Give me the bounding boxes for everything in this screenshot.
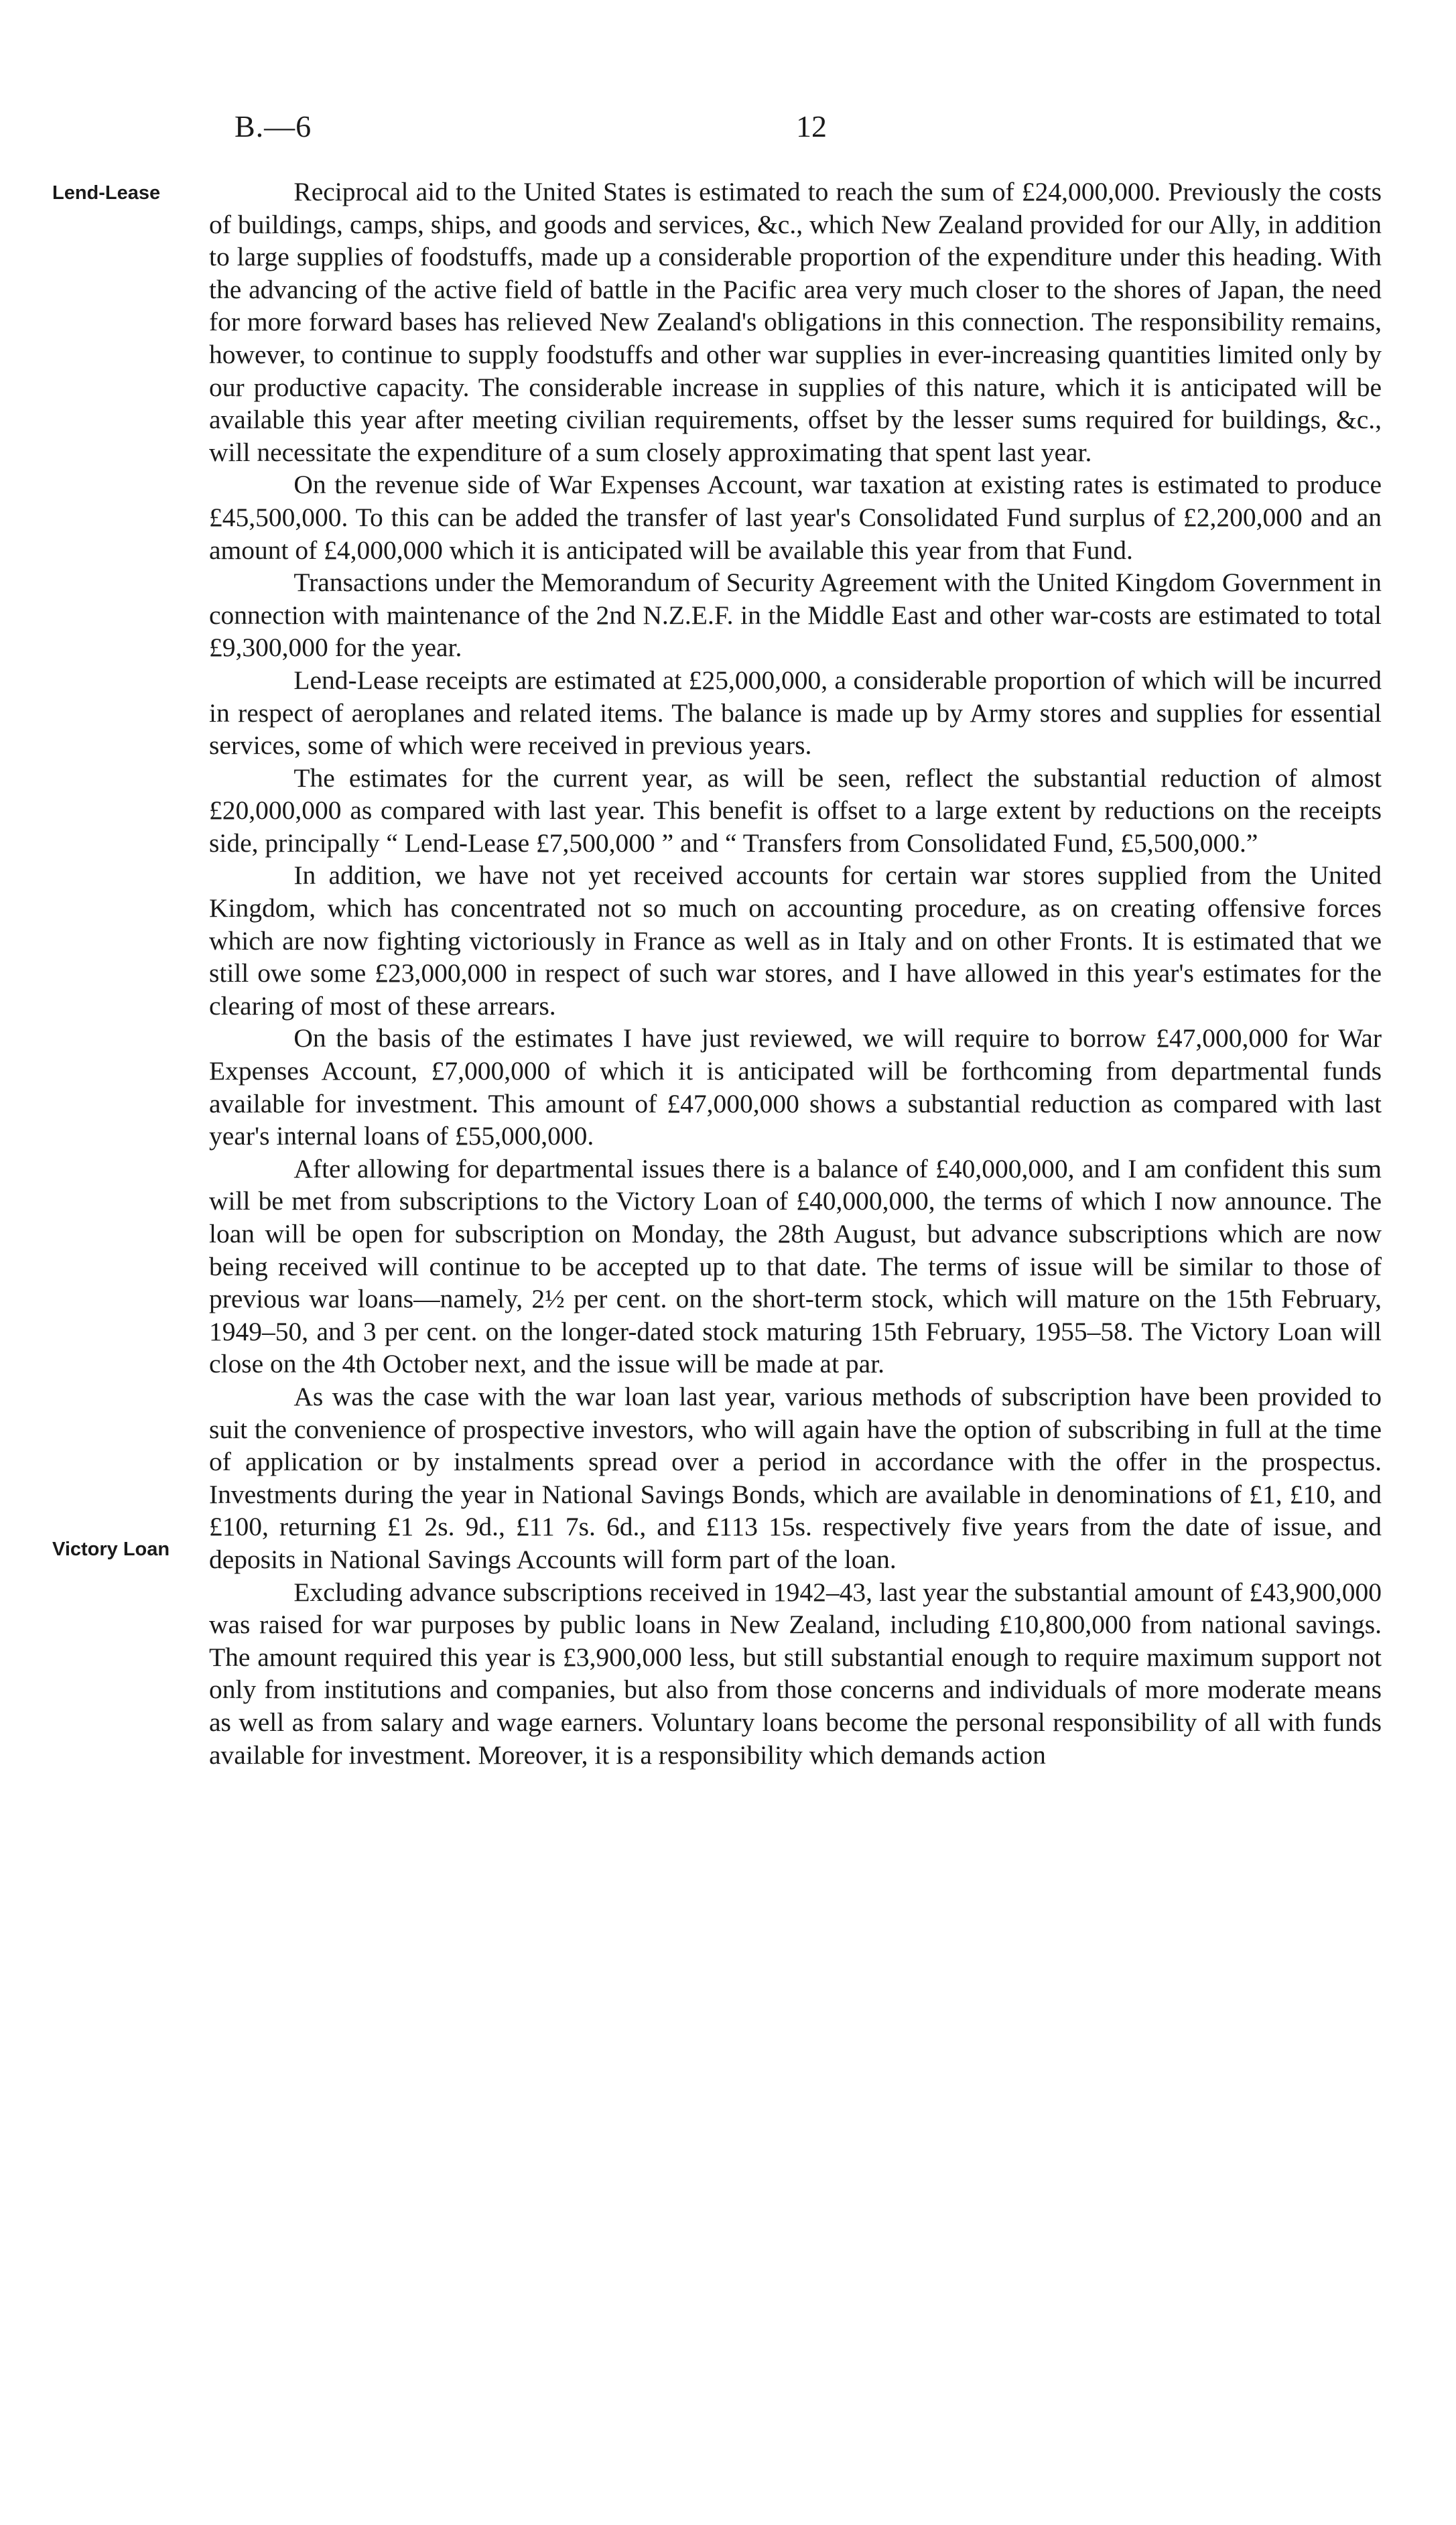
paragraph-revenue: On the revenue side of War Expenses Account, war taxation at existing rates is estimated to produce £45,500,000. To this can be added the transfer of last year's Consolidated Fund surplus of £2,200,000 and an amount of £4,000,000 which it is anticipated will be available this year from that Fund. — [209, 470, 1382, 565]
body-text — [209, 176, 1382, 1771]
paragraph-security-agreement: Transactions under the Memorandum of Security Agreement with the United Kingdom Government in connection with maintenance of the 2nd N.Z.E.F. in the Middle East and other war-costs are estimated to total £9,300,000 for the year. — [209, 568, 1382, 663]
paragraph-subscription-methods: As was the case with the war loan last year, various methods of subscription have been provided to suit the convenience of prospective investors, who will again have the option of subscribing in full at the time of application or by instalments spread over a period in accordance with the offer in the prospectus. Investments during the year in National Savings Bonds, which are available in denominations of £1, £10, and £100, returning £1 2s. 9d., £11 7s. 6d., and £113 15s. respectively five years from the date of issue, and deposits in National Savings Accounts will form part of the loan. — [209, 1381, 1382, 1574]
margin-note-victory-loan: Victory Loan — [52, 1539, 170, 1560]
paragraph-estimates-reduction: The estimates for the current year, as will be seen, reflect the substantial reduction of almost £20,000,000 as compared with last year. This benefit is offset to a large extent by reductions on the receipts side, principally “ Lend-Lease £7,500,000 ” and “ Transfers from Consolidated Fund, £5,500,000.” — [209, 763, 1382, 858]
paragraph-lend-lease-receipts: Lend-Lease receipts are estimated at £25,000,000, a considerable proportion of which will be incurred in respect of aeroplanes and related items. The balance is made up by Army stores and supplies for essential services, some of which were received in previous years. — [209, 665, 1382, 761]
margin-note-lend-lease: Lend-Lease — [52, 182, 161, 204]
paragraph-reciprocal-aid: Reciprocal aid to the United States is estimated to reach the sum of £24,000,000. Previously the costs of buildings, camps, ships, and goods and services, &c., which New Zealand provided for our Ally, in addition to large supplies of foodstuffs, made up a considerable proportion of the expenditure under this heading. With the advancing of the active field of battle in the Pacific area very much closer to the shores of Japan, the need for more forward bases has relieved New Zealand's obligations in this connection. The responsibility remains, however, to continue to supply foodstuffs and other war supplies in ever-increasing quantities limited only by our productive capacity. The considerable increase in supplies of this nature, which it is anticipated will be available this year after meeting civilian requirements, offset by the lesser sums required for buildings, &c., will necessitate the expenditure of a sum closely approximating that spent last year. — [209, 177, 1382, 467]
paragraph-war-stores-arrears: In addition, we have not yet received accounts for certain war stores supplied from the United Kingdom, which has concentrated not so much on accounting procedure, as on creating offensive forces which are now fighting victoriously in France as well as in Italy and on other Fronts. It is estimated that we still owe some £23,000,000 in respect of such war stores, and I have allowed in this year's estimates for the clearing of most of these arrears. — [209, 860, 1382, 1021]
paragraph-victory-loan-terms: After allowing for departmental issues there is a balance of £40,000,000, and I am confident this sum will be met from subscriptions to the Victory Loan of £40,000,000, the terms of which I now announce. The loan will be open for subscription on Monday, the 28th August, but advance subscriptions which are now being received will continue to be accepted up to that date. The terms of issue will be similar to those of previous war loans—namely, 2½ per cent. on the short-term stock, which will mature on the 15th February, 1949–50, and 3 per cent. on the longer-dated stock maturing 15th February, 1955–58. The Victory Loan will close on the 4th October next, and the issue will be made at par. — [209, 1153, 1382, 1379]
section-code: B.—6 — [235, 109, 312, 143]
page-number: 12 — [796, 109, 827, 143]
paragraph-borrowing: On the basis of the estimates I have just reviewed, we will require to borrow £47,000,000 for War Expenses Account, £7,000,000 of which it is anticipated will be forthcoming from departmental funds available for investment. This amount of £47,000,000 shows a substantial reduction as compared with last year's internal loans of £55,000,000. — [209, 1023, 1382, 1151]
paragraph-advance-subscriptions: Excluding advance subscriptions received in 1942–43, last year the substantial amount of £43,900,000 was raised for war purposes by public loans in New Zealand, including £10,800,000 from national savings. The amount required this year is £3,900,000 less, but still substantial enough to require maximum support not only from institutions and companies, but also from those concerns and individuals of more moderate means as well as from salary and wage earners. Voluntary loans become the personal responsibility of all with funds available for investment. Moreover, it is a responsibility which demands action — [209, 1577, 1382, 1770]
